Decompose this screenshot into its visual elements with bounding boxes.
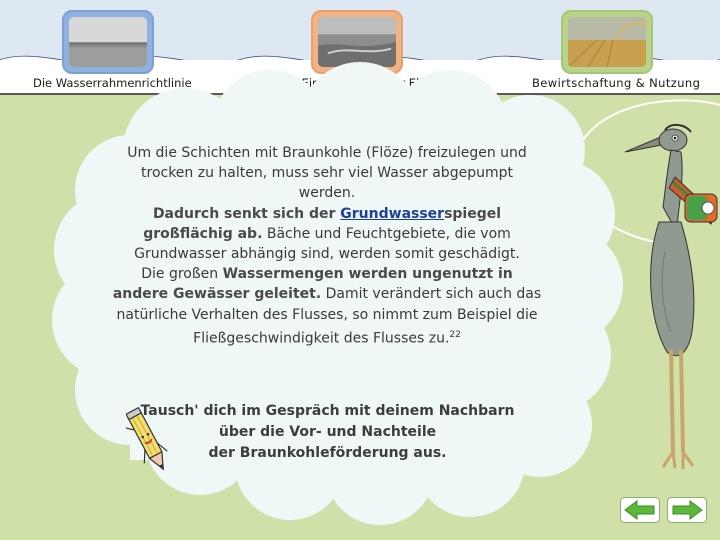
text-fragment: Die großen <box>141 266 223 283</box>
arrow-right-icon[interactable] <box>667 497 707 523</box>
discussion-task <box>130 401 525 464</box>
text-fragment: Dadurch senkt sich der <box>152 205 341 222</box>
paragraph-wassermengen-rest: Damit verändert sich auch das natürliche Verhalten des Flusses, so nimmt zum Beispiel die Fließgeschwindigkeit des Flusses zu. <box>116 286 542 347</box>
paragraph-wassermengen-bold: Wassermengen werden ungenutzt in andere Gewässer geleitet. <box>112 266 513 303</box>
arrow-left-icon[interactable] <box>620 497 660 523</box>
paragraph-grundwasser-rest: Bäche und Feuchtgebiete, die vom Grundwasser abhängig sind, werden somit geschädigt. <box>134 225 520 263</box>
tab-label-bewirtschaftung[interactable]: Bewirtschaftung & Nutzung <box>532 76 701 90</box>
paragraph-tagebau: Um die Schichten mit Braunkohle (Flöze) freizulegen und trocken zu halten, muss sehr viel Wasser abgepumpt werden. <box>127 145 527 202</box>
task-line-3: der Braunkohleförderung aus. <box>208 445 447 461</box>
main-text <box>112 143 542 349</box>
task-line-2: über die Vor- und Nachteile <box>218 424 437 440</box>
task-line-1: Tausch' dich im Gespräch mit deinem Nachbarn <box>140 403 515 419</box>
heron-mascot-icon <box>615 122 720 477</box>
link-grundwasser[interactable]: Grundwasser <box>340 205 445 222</box>
footnote-marker: 22 <box>449 329 461 340</box>
tab-label-wasserrahmenrichtlinie[interactable]: Die Wasserrahmenrichtlinie <box>33 76 192 90</box>
text-fragment: spiegel großflächig ab. <box>143 205 502 242</box>
